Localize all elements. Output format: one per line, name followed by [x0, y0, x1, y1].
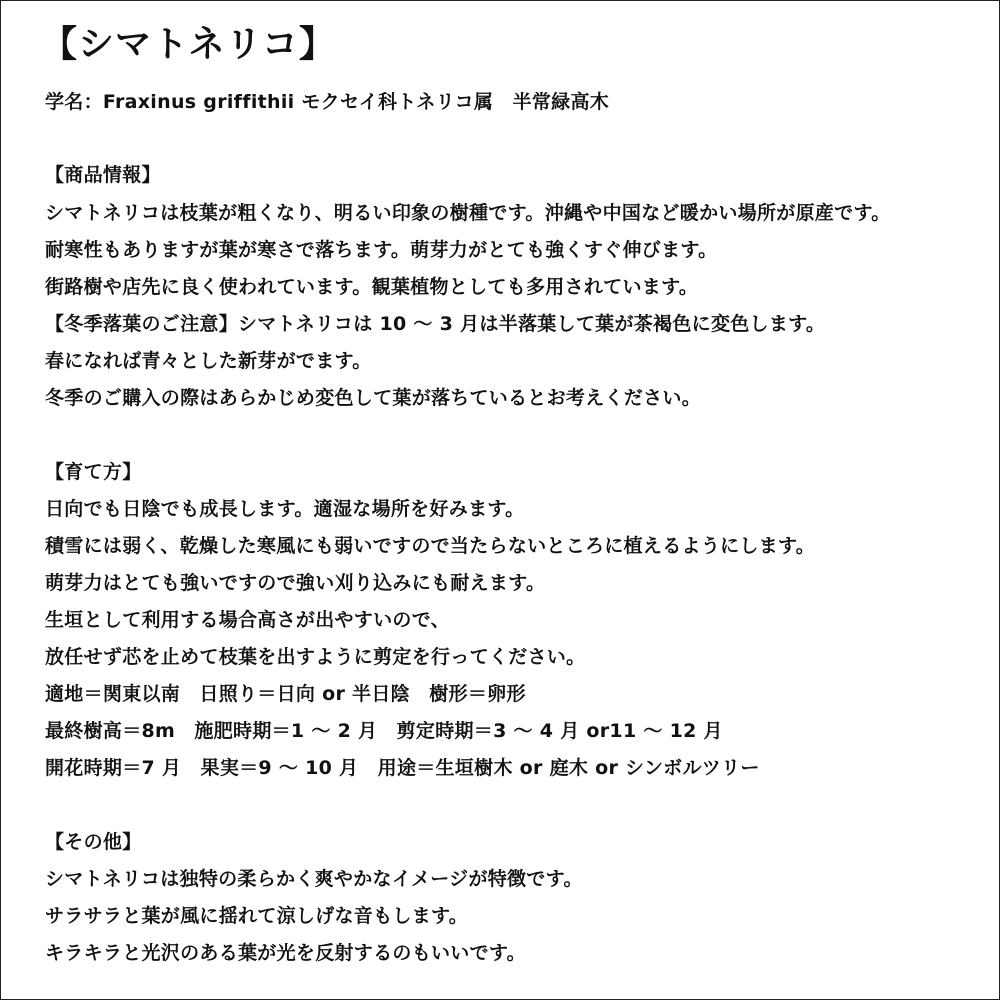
care-line: 積雪には弱く、乾燥した寒風にも弱いですので当たらないところに植えるようにします。	[45, 535, 816, 557]
page-title: 【シマトネリコ】	[41, 24, 336, 65]
care-line: 萌芽力はとても強いですので強い刈り込みにも耐えます。	[45, 572, 546, 594]
scientific-name: 学名：Fraxinus griffithii モクセイ科トネリコ属 半常緑高木	[45, 91, 610, 113]
product-info-line: 街路樹や店先に良く使われています。観葉植物としても多用されています。	[45, 276, 699, 298]
product-info-line: シマトネリコは枝葉が粗くなり、明るい印象の樹種です。沖縄や中国など暖かい場所が原産です。	[45, 202, 891, 224]
care-spec-line: 適地＝関東以南 日照り＝日向 or 半日陰 樹形＝卵形	[45, 683, 526, 705]
product-info-line: 冬季のご購入の際はあらかじめ変色して葉が落ちているとお考えください。	[45, 387, 702, 409]
care-spec-line: 開花時期＝7 月 果実＝9 ～ 10 月 用途＝生垣樹木 or 庭木 or シンボルツリー	[45, 757, 760, 779]
section-heading-product-info: 【商品情報】	[45, 164, 161, 186]
section-heading-other: 【その他】	[45, 831, 142, 853]
product-info-line: 耐寒性もありますが葉が寒さで落ちます。萌芽力がとても強くすぐ伸びます。	[45, 239, 718, 261]
care-line: 日向でも日陰でも成長します。適湿な場所を好みます。	[45, 498, 525, 520]
care-line: 放任せず芯を止めて枝葉を出すように剪定を行ってください。	[45, 646, 586, 668]
care-spec-line: 最終樹高＝8m 施肥時期＝1 ～ 2 月 剪定時期＝3 ～ 4 月 or11 ～ 12 月	[45, 720, 723, 742]
product-info-line: 春になれば青々とした新芽がでます。	[45, 350, 372, 372]
other-line: サラサラと葉が風に揺れて涼しげな音もします。	[45, 905, 469, 927]
other-line: シマトネリコは独特の柔らかく爽やかなイメージが特徴です。	[45, 868, 583, 890]
section-heading-care: 【育て方】	[45, 461, 142, 483]
other-line: キラキラと光沢のある葉が光を反射するのもいいです。	[45, 942, 526, 964]
winter-leaf-drop-notice: 【冬季落葉のご注意】シマトネリコは 10 ～ 3 月は半落葉して葉が茶褐色に変色します。	[45, 313, 826, 335]
care-line: 生垣として利用する場合高さが出やすいので、	[45, 609, 450, 631]
